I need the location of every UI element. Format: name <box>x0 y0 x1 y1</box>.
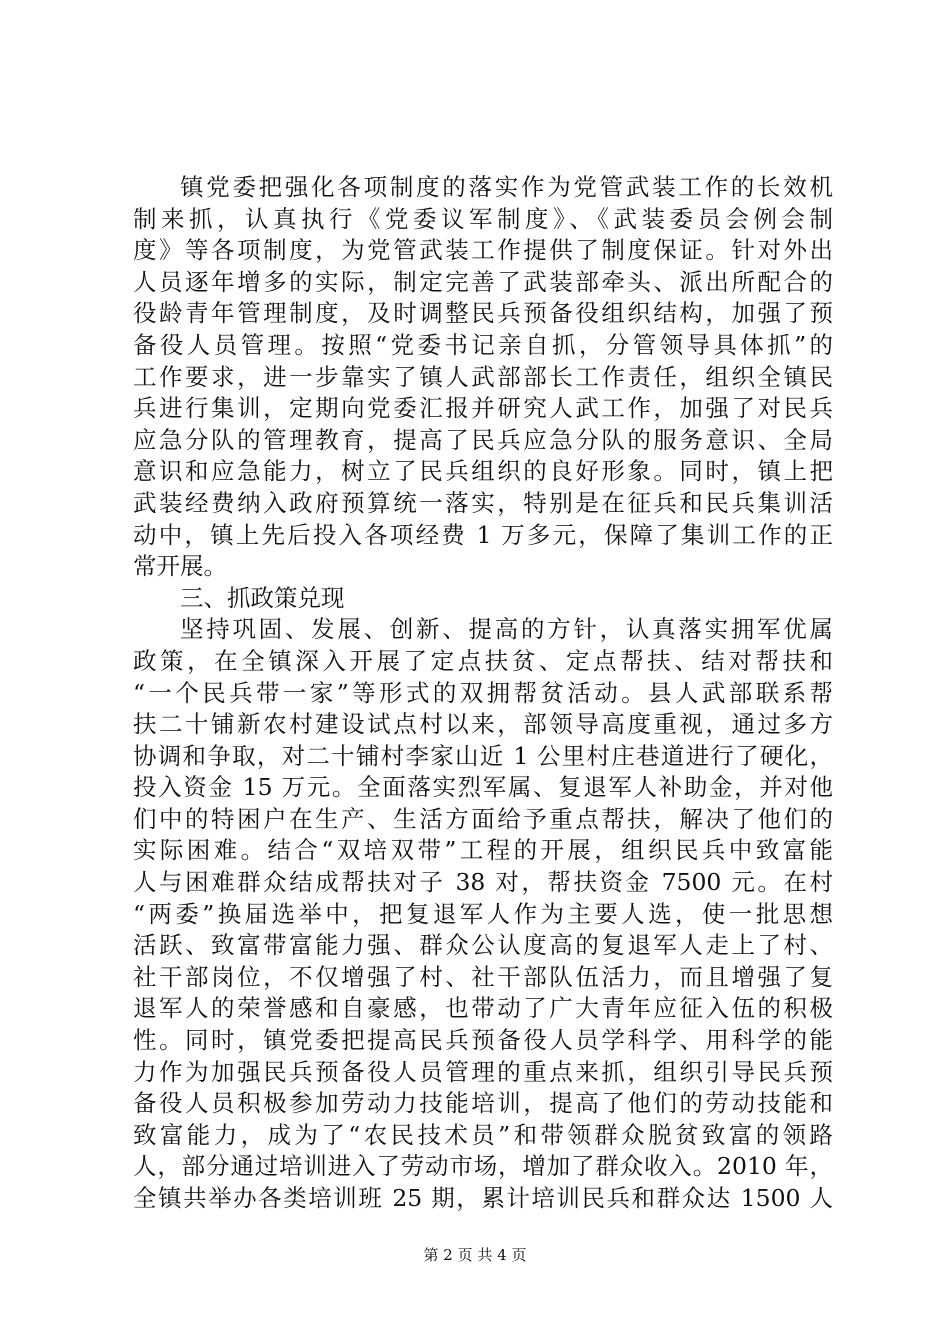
text-line: 坚持巩固、发展、创新、提高的方针，认真落实拥军优属 <box>180 615 833 644</box>
text-line: 兵进行集训，定期向党委汇报并研究人武工作，加强了对民兵 <box>133 394 833 423</box>
text-line: 退军人的荣誉感和自豪感，也带动了广大青年应征入伍的积极 <box>133 994 833 1023</box>
paragraph-2 <box>133 614 833 1214</box>
text-line: 役龄青年管理制度，及时调整民兵预备役组织结构，加强了预 <box>133 299 833 328</box>
text-line: “两委”换届选举中，把复退军人作为主要人选，使一批思想 <box>133 899 833 928</box>
section-heading-text: 三、抓政策兑现 <box>180 583 345 612</box>
text-line: 全镇共举办各类培训班 25 期，累计培训民兵和群众达 1500 人 <box>133 1184 833 1212</box>
text-line: 实际困难。结合“双培双带”工程的开展，组织民兵中致富能 <box>133 836 833 865</box>
text-line: 人，部分通过培训进入了劳动市场，增加了群众收入。2010 年， <box>133 1152 833 1181</box>
text-line: 动中，镇上先后投入各项经费 1 万多元，保障了集训工作的正 <box>133 520 833 549</box>
text-line: 政策，在全镇深入开展了定点扶贫、定点帮扶、结对帮扶和 <box>133 646 833 675</box>
text-line: 扶二十铺新农村建设试点村以来，部领导高度重视，通过多方 <box>133 710 833 739</box>
text-line: 镇党委把强化各项制度的落实作为党管武装工作的长效机 <box>180 173 833 201</box>
text-line: 备役人员积极参加劳动力技能培训，提高了他们的劳动技能和 <box>133 1089 833 1118</box>
text-line: 备役人员管理。按照“党委书记亲自抓，分管领导具体抓”的 <box>133 330 833 359</box>
text-line: 制来抓，认真执行《党委议军制度》、《武装委员会例会制 <box>133 204 833 233</box>
text-line: 工作要求，进一步靠实了镇人武部部长工作责任，组织全镇民 <box>133 362 833 391</box>
text-line: “一个民兵带一家”等形式的双拥帮贫活动。县人武部联系帮 <box>133 678 833 707</box>
text-line: 常开展。 <box>133 552 227 581</box>
text-line: 人与困难群众结成帮扶对子 38 对，帮扶资金 7500 元。在村 <box>133 868 833 897</box>
paragraph-1 <box>133 172 833 583</box>
document-body <box>133 172 833 1215</box>
text-line: 们中的特困户在生产、生活方面给予重点帮扶，解决了他们的 <box>133 804 833 833</box>
text-line: 力作为加强民兵预备役人员管理的重点来抓，组织引导民兵预 <box>133 1057 833 1086</box>
text-line: 致富能力，成为了“农民技术员”和带领群众脱贫致富的领路 <box>133 1120 833 1149</box>
page-number-footer: 第 2 页 共 4 页 <box>423 1246 527 1264</box>
text-line: 人员逐年增多的实际，制定完善了武装部牵头、派出所配合的 <box>133 267 833 296</box>
text-line: 活跃、致富带富能力强、群众公认度高的复退军人走上了村、 <box>133 931 833 960</box>
text-line: 社干部岗位，不仅增强了村、社干部队伍活力，而且增强了复 <box>133 962 833 991</box>
section-heading <box>133 583 833 615</box>
text-line: 协调和争取，对二十铺村李家山近 1 公里村庄巷道进行了硬化， <box>133 741 833 770</box>
text-line: 应急分队的管理教育，提高了民兵应急分队的服务意识、全局 <box>133 425 833 454</box>
text-line: 投入资金 15 万元。全面落实烈军属、复退军人补助金，并对他 <box>133 773 833 802</box>
text-line: 度》等各项制度，为党管武装工作提供了制度保证。针对外出 <box>133 236 833 265</box>
text-line: 性。同时，镇党委把提高民兵预备役人员学科学、用科学的能 <box>133 1026 833 1055</box>
text-line: 意识和应急能力，树立了民兵组织的良好形象。同时，镇上把 <box>133 457 833 486</box>
text-line: 武装经费纳入政府预算统一落实，特别是在征兵和民兵集训活 <box>133 488 833 517</box>
